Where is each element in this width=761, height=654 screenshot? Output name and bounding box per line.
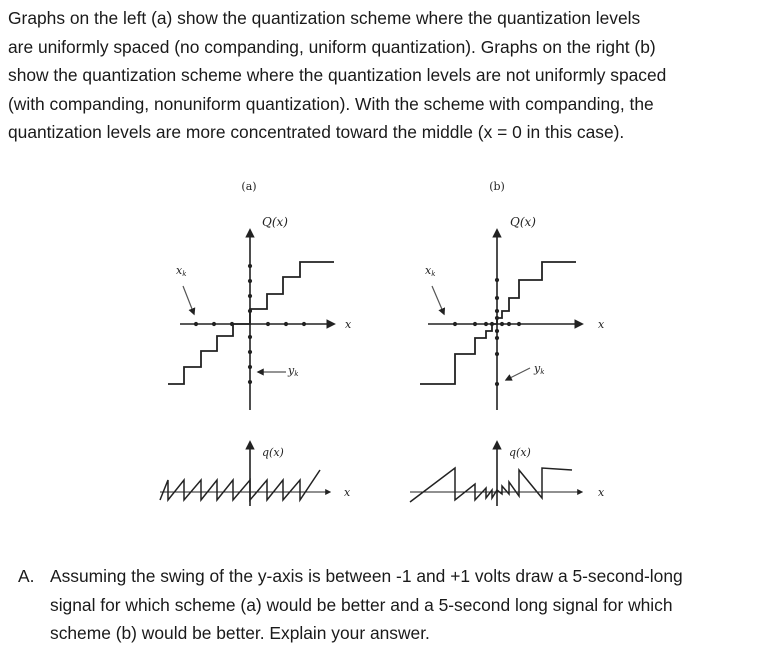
panel-a-small-q-label: q(x) [262, 446, 284, 459]
decision-dot [473, 322, 477, 326]
intro-line: Graphs on the left (a) show the quantization scheme where the quantization levels [8, 8, 641, 28]
decision-dot [484, 322, 488, 326]
panel-a-sawtooth [160, 470, 320, 500]
level-dot [495, 309, 499, 313]
level-dot [495, 336, 499, 340]
panel-b-small-q-label: q(x) [509, 446, 531, 459]
decision-dot [212, 322, 216, 326]
decision-dot [517, 322, 521, 326]
level-dot [495, 296, 499, 300]
question-line: scheme (b) would be better. Explain your answer. [50, 623, 430, 644]
decision-dot [284, 322, 288, 326]
level-dot [495, 329, 499, 333]
level-dot [248, 365, 252, 369]
panel-a [160, 180, 352, 506]
decision-dot [302, 322, 306, 326]
panel-b-x-axis-label: x [598, 318, 605, 331]
panel-a-qx-label: Q(x) [262, 215, 288, 229]
level-dot [495, 382, 499, 386]
level-dot [248, 335, 252, 339]
panel-b [410, 180, 605, 506]
panel-a-label: (a) [241, 180, 257, 193]
level-dot [495, 278, 499, 282]
panel-b-xk-arrow [432, 286, 444, 314]
decision-dot [453, 322, 457, 326]
level-dot [495, 316, 499, 320]
intro-line: quantization levels are more concentrated toward the middle (x = 0 in this case). [8, 122, 625, 143]
decision-dot [266, 322, 270, 326]
panel-b-qx-label: Q(x) [510, 215, 536, 229]
quantization-figure [0, 170, 761, 530]
level-dot [248, 309, 252, 313]
intro-line: show the quantization scheme where the quantization levels are not uniformly spaced [8, 65, 667, 86]
level-dot [495, 352, 499, 356]
decision-dot [490, 322, 494, 326]
level-dot [248, 350, 252, 354]
level-dot [248, 380, 252, 384]
panel-b-label: (b) [489, 180, 505, 193]
panel-a-xk-label: xk [176, 264, 187, 278]
question-body [50, 562, 760, 648]
panel-a-yk-label: yk [288, 364, 299, 378]
decision-dot [230, 322, 234, 326]
question-line: signal for which scheme (a) would be better and a 5-second long signal for which [50, 594, 673, 615]
level-dot [248, 264, 252, 268]
panel-b-sawtooth [410, 468, 572, 502]
intro-paragraph [8, 4, 758, 147]
panel-b-xk-label: xk [425, 264, 436, 278]
panel-a-x-axis-label: x [345, 318, 352, 331]
panel-b-q-x-axis-label: x [598, 486, 605, 499]
decision-dot [194, 322, 198, 326]
panel-b-yk-arrow [506, 368, 530, 380]
panel-a-xk-arrow [183, 286, 194, 314]
level-dot [248, 294, 252, 298]
question-letter: A. [18, 566, 35, 586]
level-dot [248, 279, 252, 283]
intro-line: (with companding, nonuniform quantization). With the scheme with companding, the [8, 93, 654, 114]
decision-dot [500, 322, 504, 326]
question-line: Assuming the swing of the y-axis is between -1 and +1 volts draw a 5-second-long [50, 566, 683, 586]
decision-dot [507, 322, 511, 326]
intro-line: are uniformly spaced (no companding, uniform quantization). Graphs on the right (b) [8, 36, 656, 57]
panel-a-q-x-axis-label: x [344, 486, 351, 499]
panel-b-yk-label: yk [534, 362, 545, 376]
